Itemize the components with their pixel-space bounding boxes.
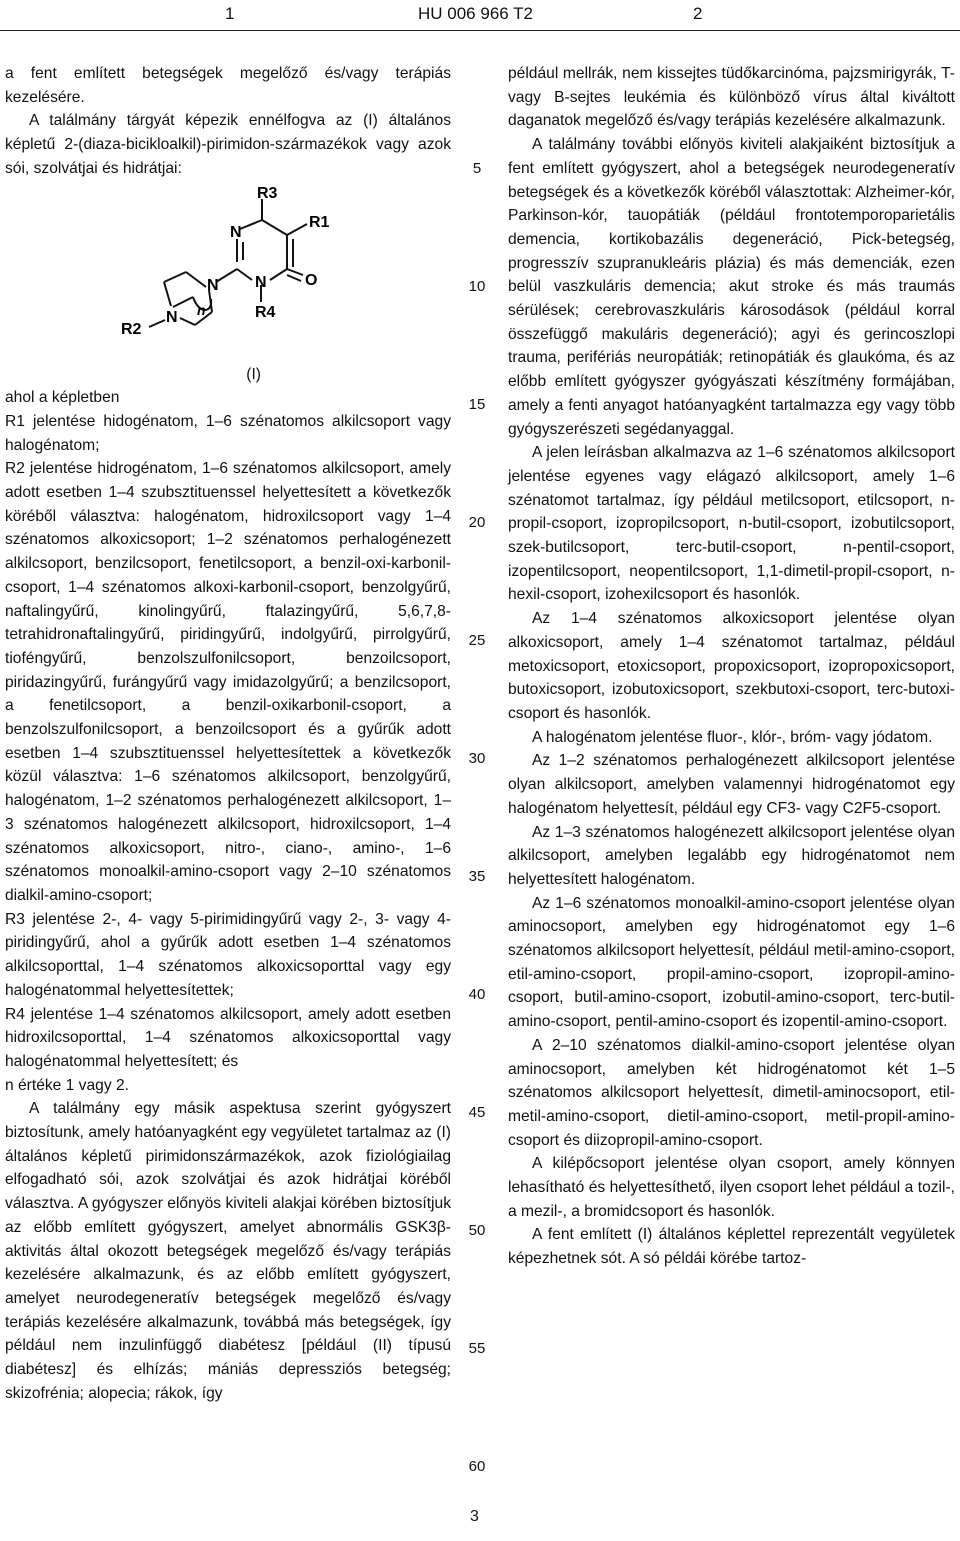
definition-r4: R4 jelentése 1–4 szénatomos alkilcsoport, amely adott esetben hidroxilcsoporttal, 1–4 szénatomos alkoxicsoporttal vagy halogénatommal helyettesített; és bbox=[5, 1005, 451, 1070]
paragraph: A találmány tárgyát képezik ennélfogva az (I) általános képletű 2-(diaza-bicikloalkil)-pirimidon-származékok vagy azok sói, szolvátjai és hidrátjai: bbox=[5, 112, 451, 177]
line-number: 45 bbox=[468, 1104, 486, 1121]
paragraph: A fent említett (I) általános képlettel reprezentált vegyületek képezhetnek sót. A só példái körébe tartoz- bbox=[508, 1226, 955, 1268]
line-number: 60 bbox=[468, 1458, 486, 1475]
r3-label: R3 bbox=[257, 186, 278, 202]
paragraph: Az 1–6 szénatomos monoalkil-amino-csoport jelentése olyan aminocsoport, amelyben egy hidrogénatomot egy 1–6 szénatomos alkilcsoport helyettesít, például metil-amino-csoport, etil-amino-csoport, propil-amino-csoport, izopropil-amino-csoport, butil-amino-csoport, izobutil-amino-csoport, terc-butil-amino-csoport, pentil-amino-csoport és izopentil-amino-csoport. bbox=[508, 894, 955, 1031]
paragraph: Az 1–2 szénatomos perhalogénezett alkilcsoport jelentése olyan alkilcsoport, amelyben valamennyi hidrogénatomot egy halogénatom helyettesít, például egy CF3- vagy C2F5-csoport. bbox=[508, 752, 955, 817]
document-id: HU 006 966 T2 bbox=[418, 4, 533, 23]
paragraph: A 2–10 szénatomos dialkil-amino-csoport jelentése olyan aminocsoport, amelyben két hidrogénatomot két 1–5 szénatomos alkilcsoport helyettesít, dimetil-aminocsoport, etil-metil-amino-csoport, dietil-amino-csoport, metil-propil-amino-csoport és diizopropil-amino-csoport. bbox=[508, 1036, 955, 1149]
definition-r3: R3 jelentése 2-, 4- vagy 5-pirimidingyűrű vagy 2-, 3- vagy 4-piridingyűrű, ahol a gyűrűk adott esetben 1–4 szénatomos alkilcsoporttal, 1–4 szénatomos alkoxicsoporttal vagy egy halogénatommal helyettesítettek; bbox=[5, 910, 451, 999]
r2-label: R2 bbox=[121, 320, 142, 338]
paragraph: Az 1–3 szénatomos halogénezett alkilcsoport jelentése olyan alkilcsoport, amelyben legalább egy hidrogénatomot nem helyettesített halogénatom. bbox=[508, 823, 955, 888]
line-number: 30 bbox=[468, 750, 486, 767]
formula-label: (I) bbox=[246, 365, 261, 383]
header-rule bbox=[0, 30, 960, 31]
paragraph: Az 1–4 szénatomos alkoxicsoport jelentése olyan alkoxicsoport, amely 1–4 szénatomot tartalmaz, például metoxicsoport, etoxicsoport, propoxicsoport, izopropoxicsoport, butoxicsoport, izobutoxicsoport, szekbutoxi-csoport, terc-butoxi-csoport és hasonlók. bbox=[508, 610, 955, 722]
r1-label: R1 bbox=[309, 213, 330, 231]
definition-r2: R2 jelentése hidrogénatom, 1–6 szénatomos alkilcsoport, amely adott esetben 1–4 szubsztituenssel helyettesített a következők köréből választva: halogénatom, hidroxilcsoport vagy 1–4 szénatomos alkoxicsoport; 1–2 szénatomos perhalogénezett alkilcsoport, benzilcsoport, fenetilcsoport, a benzil-oxi-karbonil-csoport, 1–4 szénatomos alkoxi-karbonil-csoport, benzolgyűrű, naftalingyűrű, kinolingyűrű, ftalazingyűrű, 5,6,7,8-tetrahidronaftalingyűrű, piridingyűrű, indolgyűrű, pirrolgyűrű, tioféngyűrű, benzolszulfonilcsoport, benzoilcsoport, piridazingyűrű, furángyűrű vagy imidazolgyűrű; a benzilcsoport, a fenetilcsoport, a benzil-oxikarbonil-csoport, a benzolszulfonilcsoport, a benzoilcsoport és a gyűrűk adott esetben 1–4 szubsztituenssel helyettesítettek a következők közül választva: 1–6 szénatomos alkilcsoport, benzolgyűrű, halogénatom, 1–2 szénatomos perhalogénezett alkilcsoport, 1–3 szénatomos halogénezett alkilcsoport, hidroxilcsoport, 1–4 szénatomos alkoxicsoport, nitro-, ciano-, amino-, 1–6 szénatomos monoalkil-amino-csoport vagy 2–10 szénatomos dialkil-amino-csoport; bbox=[5, 460, 451, 904]
paragraph: A halogénatom jelentése fluor-, klór-, bróm- vagy jódatom. bbox=[532, 728, 933, 746]
left-page-number: 1 bbox=[225, 4, 235, 23]
paragraph: például mellrák, nem kissejtes tüdőkarcinóma, pajzsmirigyrák, T- vagy B-sejtes leukémia és különböző vírus által kiváltott daganatok megelőző és/vagy terápiás kezelésére alkalmazunk. bbox=[508, 65, 955, 130]
page-header bbox=[0, 0, 960, 30]
page-number: 3 bbox=[470, 1508, 479, 1525]
carbonyl-o: O bbox=[305, 271, 318, 289]
line-number: 25 bbox=[468, 632, 486, 649]
paragraph: ahol a képletben bbox=[5, 389, 120, 407]
line-number: 40 bbox=[468, 986, 486, 1003]
line-number: 5 bbox=[472, 160, 482, 177]
left-column bbox=[5, 62, 451, 1405]
structure-drawing bbox=[115, 187, 355, 347]
paragraph: A találmány egy másik aspektusa szerint gyógyszert biztosítunk, amely hatóanyagként egy vegyületet tartalmaz az (I) általános képletű pirimidonszármazékok, azok fiziológiailag elfogadható sói, azok szolvátjai és azok hidrátjai köréből választva. A gyógyszer előnyös kiviteli alakjai körében biztosítjuk az előbb említett gyógyszert, amelyet abnormális GSK3β-aktivitás által okozott betegségek megelőző és/vagy terápiás kezelésére alkalmazunk, és az előbb említett gyógyszert, amelyet neurodegeneratív betegségek megelőző és/vagy terápiás kezelésére alkalmazunk, továbbá más betegségek, így például nem inzulinfüggő diabétesz [például (II) típusú diabétesz] és elhízás; mániás depressziós betegség; skizofrénia; alopecia; rákok, így bbox=[5, 1100, 451, 1402]
line-number: 15 bbox=[468, 396, 486, 413]
right-column bbox=[508, 62, 955, 1271]
line-number: 20 bbox=[468, 514, 486, 531]
pyrimidine-n-ring: N bbox=[255, 273, 267, 291]
chemical-structure bbox=[5, 181, 451, 363]
bicyclic-n-left: N bbox=[166, 308, 178, 326]
bicyclic-n-bridge: N bbox=[207, 276, 219, 294]
definition-r1: R1 jelentése hidogénatom, 1–6 szénatomos alkilcsoport vagy halogénatom; bbox=[5, 412, 451, 454]
line-number: 10 bbox=[468, 278, 486, 295]
pyrimidine-n-top: N bbox=[230, 223, 242, 241]
definition-n: n értéke 1 vagy 2. bbox=[5, 1076, 129, 1094]
right-page-number: 2 bbox=[693, 4, 703, 23]
r4-label: R4 bbox=[255, 303, 276, 321]
paragraph: A kilépőcsoport jelentése olyan csoport, amely könnyen lehasítható és helyettesíthető, ilyen csoport lehet például a tozil-, a mezil-, a bromidcsoport és hasonlók. bbox=[508, 1155, 955, 1220]
line-number: 50 bbox=[468, 1222, 486, 1239]
line-number: 55 bbox=[468, 1340, 486, 1357]
ring-size-n: n bbox=[197, 301, 206, 318]
line-number: 35 bbox=[468, 868, 486, 885]
paragraph: a fent említett betegségek megelőző és/vagy terápiás kezelésére. bbox=[5, 65, 451, 106]
paragraph: A jelen leírásban alkalmazva az 1–6 szénatomos alkilcsoport jelentése egyenes vagy elágazó alkilcsoport, amely 1–6 szénatomot tartalmaz, így például metilcsoport, etilcsoport, n-propil-csoport, izopropilcsoport, n-butil-csoport, izobutilcsoport, szek-butilcsoport, terc-butil-csoport, n-pentil-csoport, izopentilcsoport, neopentilcsoport, 1,1-dimetil-propil-csoport, n-hexil-csoport, izohexilcsoport és hasonlók. bbox=[508, 444, 955, 604]
paragraph: A találmány további előnyös kiviteli alakjaiként biztosítjuk a fent említett gyógyszert, ahol a betegségek neurodegeneratív betegségek és a következők köréből választottak: Alzheimer-kór, Parkinson-kór, tauopátiák (például frontotemporoparietális demencia, kortikobazális degeneráció, Pick-betegség, progresszív szupranukleáris plázia) és más demenciák, ezen belül vaszkuláris demencia; akut stroke és más traumás sérülések; cerebrovaszkuláris károsodások (például korral összefüggő makuláris degeneráció); agyi és gerincoszlopi trauma, perifériás neuropátiák; retinopátiák és glaukóma, és az előbb említett gyógyszer gyógyászati készítmény formájában, amely a fenti anyagot hatóanyagként tartalmazza egy vagy több gyógyszerészeti segédanyaggal. bbox=[508, 136, 955, 438]
